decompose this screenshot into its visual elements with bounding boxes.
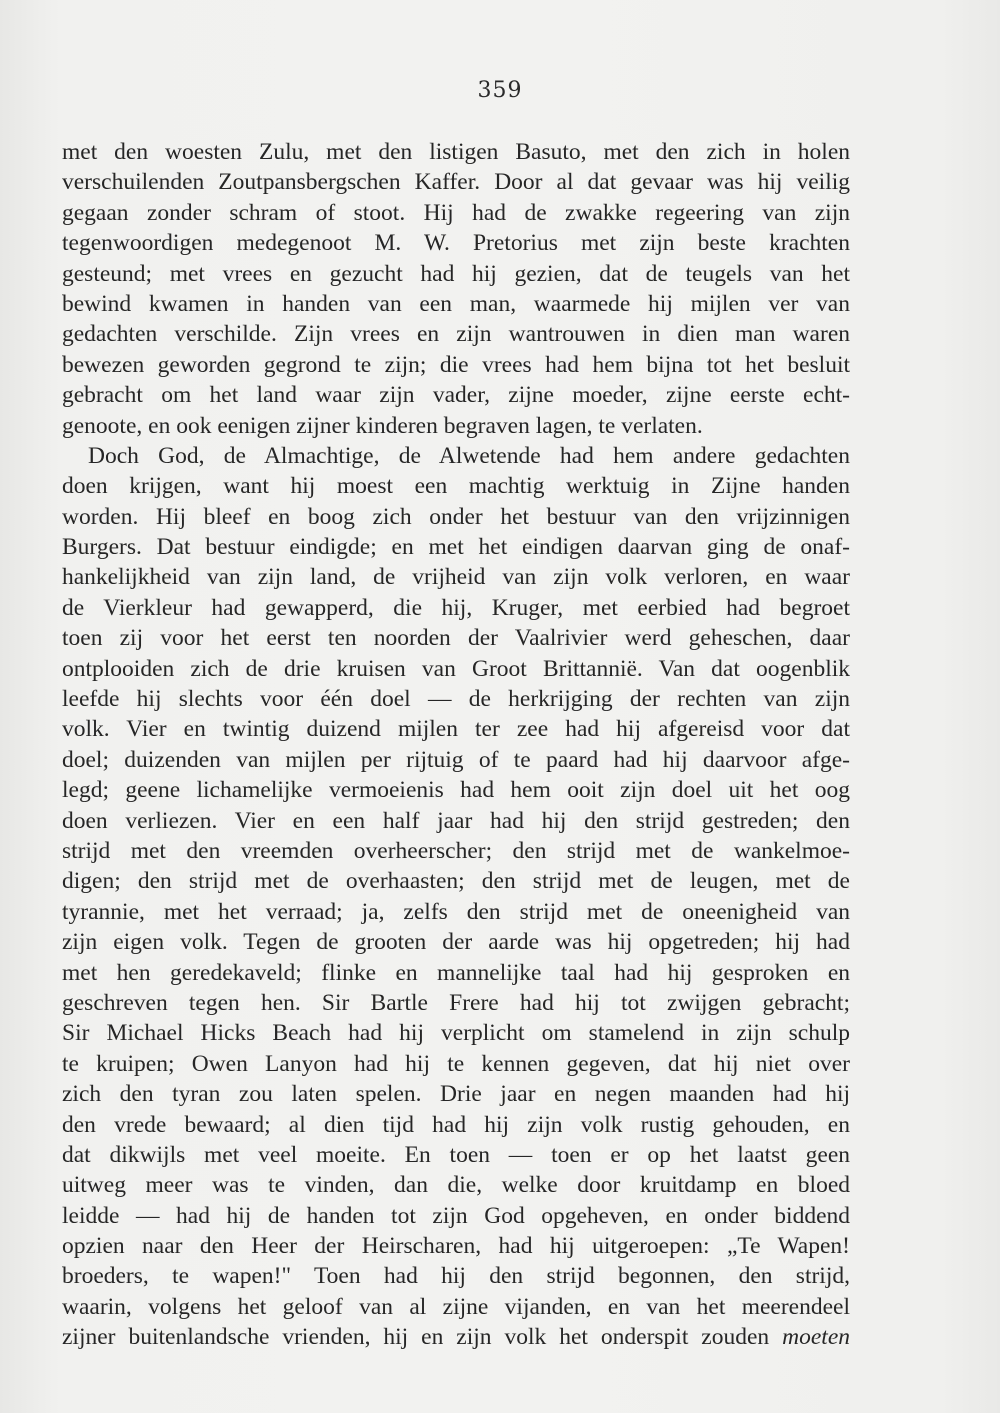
text-line: dat dikwijls met veel moeite. En toen — toen er op het laatst geen [62,1141,850,1168]
text-line: bewezen geworden gegrond te zijn; die vrees had hem bijna tot het besluit [62,351,850,378]
text-line: leefde hij slechts voor één doel — de herkrijging der rechten van zijn [62,686,850,713]
text-line: gesteund; met vrees en gezucht had hij gezien, dat de teugels van het [62,260,850,287]
italic-catchword: moeten [782,1324,850,1351]
text-line: Sir Michael Hicks Beach had hij verplicht om stamelend in zijn schulp [62,1020,850,1047]
text-line: Burgers. Dat bestuur eindigde; en met het eindigen daarvan ging de onaf- [62,534,850,561]
text-line: den vrede bewaard; al dien tijd had hij zijn volk rustig gehouden, en [62,1111,850,1138]
text-line: de Vierkleur had gewapperd, die hij, Kruger, met eerbied had begroet [62,594,850,621]
text-line: doel; duizenden van mijlen per rijtuig of te paard had hij daarvoor afge- [62,746,850,773]
text-line: opzien naar den Heer der Heirscharen, had hij uitgeroepen: „Te Wapen! [62,1233,850,1260]
text-line: gebracht om het land waar zijn vader, zijne moeder, zijne eerste echt- [62,382,850,409]
text-line: zich den tyran zou laten spelen. Drie jaar en negen maanden had hij [62,1081,850,1108]
text-line: Doch God, de Almachtige, de Alwetende had hem andere gedachten [88,442,850,469]
text-line: tyrannie, met het verraad; ja, zelfs den strijd met de oneenigheid van [62,898,850,925]
text-line: doen verliezen. Vier en een half jaar had hij den strijd gestreden; den [62,807,850,834]
text-line: doen krijgen, want hij moest een machtig werktuig in Zijne handen [62,473,850,500]
final-line-text: zijner buitenlandsche vrienden, hij en zijn volk het onderspit zouden [62,1324,770,1351]
text-line: verschuilenden Zoutpansbergschen Kaffer. Door al dat gevaar was hij veilig [62,169,850,196]
text-line: digen; den strijd met de overhaasten; den strijd met de leugen, met de [62,868,850,895]
text-line: ontplooiden zich de drie kruisen van Groot Brittannië. Van dat oogenblik [62,655,850,682]
text-line: met den woesten Zulu, met den listigen Basuto, met den zich in holen [62,139,850,165]
text-line: met hen geredekaveld; flinke en mannelijke taal had hij gesproken en [62,959,850,986]
text-line: te kruipen; Owen Lanyon had hij te kennen gegeven, dat hij niet over [62,1050,850,1077]
text-line: hankelijkheid van zijn land, de vrijheid van zijn volk verloren, en waar [62,564,850,591]
page-number: 359 [477,78,523,103]
text-line: leidde — had hij de handen tot zijn God opgeheven, en onder biddend [62,1202,850,1229]
text-line: bewind kwamen in handen van een man, waarmede hij mijlen ver van [62,290,850,317]
body-text [62,137,850,1353]
text-line: strijd met den vreemden overheerscher; den strijd met de wankelmoe- [62,837,850,864]
text-line: gedachten verschilde. Zijn vrees en zijn wantrouwen in dien man waren [62,321,850,348]
text-line-final [62,1322,850,1352]
text-line: broeders, te wapen!" Toen had hij den strijd begonnen, den strijd, [62,1263,850,1290]
text-line: volk. Vier en twintig duizend mijlen ter zee had hij afgereisd voor dat [62,716,850,743]
text-line: tegenwoordigen medegenoot M. W. Pretorius met zijn beste krachten [62,230,850,257]
text-line: zijn eigen volk. Tegen de grooten der aarde was hij opgetreden; hij had [62,929,850,956]
text-line: uitweg meer was te vinden, dan die, welke door kruitdamp en bloed [62,1172,850,1199]
text-line: gegaan zonder schram of stoot. Hij had de zwakke regeering van zijn [62,199,850,226]
text-line: genoote, en ook eenigen zijner kinderen begraven lagen, te verlaten. [62,412,703,439]
text-line: legd; geene lichamelijke vermoeienis had hem ooit zijn doel uit het oog [62,777,850,804]
text-line: waarin, volgens het geloof van al zijne vijanden, en van het meerendeel [62,1293,850,1320]
text-line: toen zij voor het eerst ten noorden der Vaalrivier werd geheschen, daar [62,625,850,652]
text-line: geschreven tegen hen. Sir Bartle Frere had hij tot zwijgen gebracht; [62,989,850,1016]
text-line: worden. Hij bleef en boog zich onder het bestuur van den vrijzinnigen [62,503,850,530]
